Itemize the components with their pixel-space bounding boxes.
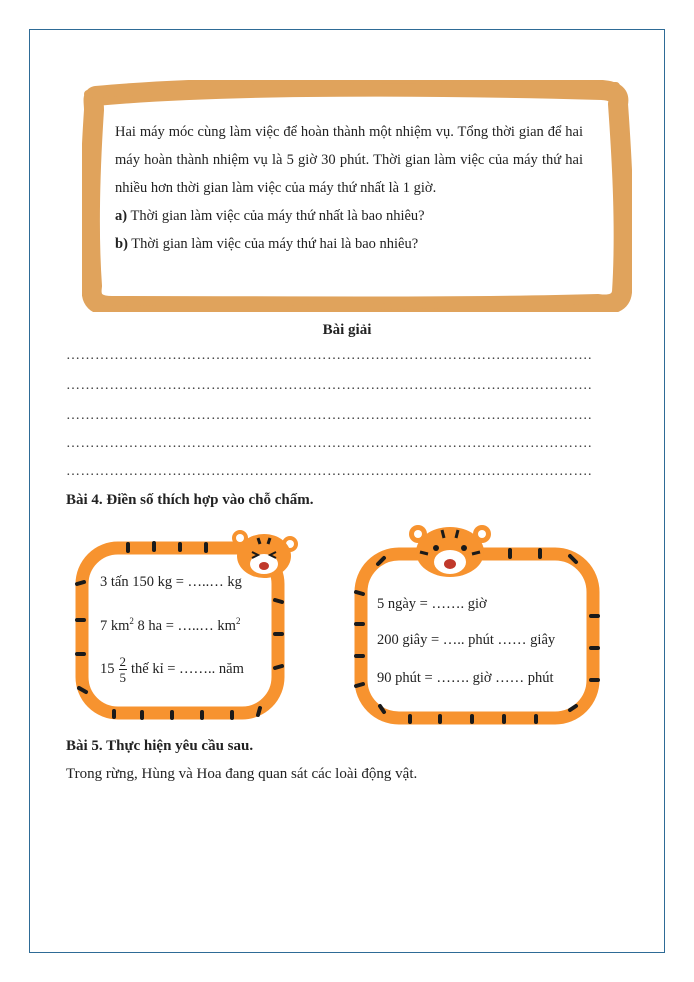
area-sup1: 2 bbox=[129, 616, 134, 626]
fraction-denominator: 5 bbox=[119, 670, 126, 685]
conversion-century bbox=[100, 654, 244, 685]
conversion-minutes: 90 phút = ……. giờ …… phút bbox=[377, 670, 554, 686]
answer-line: ………………………………………………………………………………………………. bbox=[66, 408, 592, 423]
bai5-text: Trong rừng, Hùng và Hoa đang quan sát các loài động vật. bbox=[66, 766, 418, 782]
bai5-heading: Bài 5. Thực hiện yêu cầu sau. bbox=[66, 738, 254, 754]
tiger-frame-right bbox=[350, 520, 602, 728]
area-b: 8 ha = …..… km bbox=[133, 618, 236, 634]
question-a bbox=[115, 202, 583, 230]
fraction bbox=[119, 654, 128, 685]
answer-line: ………………………………………………………………………………………………. bbox=[66, 348, 592, 363]
question-a-label: a) bbox=[115, 208, 128, 224]
conversion-tons: 3 tấn 150 kg = …..… kg bbox=[100, 574, 242, 590]
question-b-text: Thời gian làm việc của máy thứ hai là bao nhiêu? bbox=[127, 236, 419, 252]
answer-line: ………………………………………………………………………………………………. bbox=[66, 378, 592, 393]
conversion-area bbox=[100, 616, 240, 635]
area-sup2: 2 bbox=[235, 616, 241, 626]
answer-line: ………………………………………………………………………………………………. bbox=[66, 436, 592, 451]
fraction-numerator: 2 bbox=[119, 654, 126, 669]
question-a-text: Thời gian làm việc của máy thứ nhất là bao nhiêu? bbox=[127, 208, 425, 224]
problem-statement bbox=[115, 118, 583, 258]
problem-intro: Hai máy móc cùng làm việc để hoàn thành một nhiệm vụ. Tổng thời gian để hai máy hoàn thành nhiệm vụ là 5 giờ 30 phút. Thời gian làm việc của máy thứ hai nhiều hơn thời gian làm việc của máy thứ nhất là 1 giờ. bbox=[115, 124, 583, 196]
answer-line: ………………………………………………………………………………………………. bbox=[66, 464, 592, 479]
conversion-seconds: 200 giây = ….. phút …… giây bbox=[377, 632, 556, 648]
conversion-days: 5 ngày = ……. giờ bbox=[377, 596, 487, 612]
area-a: 7 km bbox=[100, 618, 130, 634]
century-rest: thế kỉ = …….. năm bbox=[131, 660, 244, 677]
mixed-whole: 15 bbox=[100, 660, 115, 677]
bai4-heading: Bài 4. Điền số thích hợp vào chỗ chấm. bbox=[66, 492, 314, 508]
tiger-frame-left bbox=[72, 522, 304, 722]
question-b bbox=[115, 230, 583, 258]
solution-title: Bài giải bbox=[322, 322, 372, 338]
question-b-label: b) bbox=[115, 236, 128, 252]
